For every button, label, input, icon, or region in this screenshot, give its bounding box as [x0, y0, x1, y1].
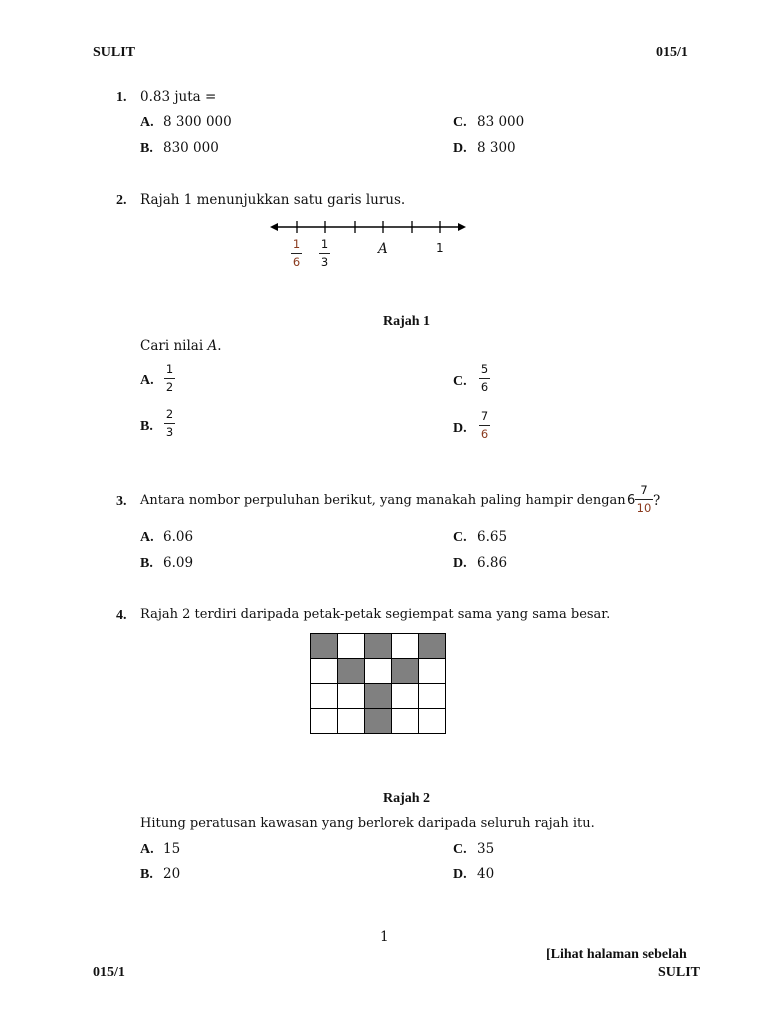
q1-number: 1.: [116, 90, 127, 105]
q2-option-d-letter: D.: [453, 421, 467, 436]
numberline-label-a: A: [378, 241, 388, 257]
fraction-denominator: 6: [480, 427, 489, 441]
q3-option-c-letter: C.: [453, 530, 467, 545]
grid-cell-blank: [392, 634, 419, 659]
q3-option-c-value: 6.65: [477, 529, 508, 545]
q1-option-b-value: 830 000: [163, 140, 219, 156]
fraction-numerator: 7: [640, 483, 648, 497]
q1-option-d-letter: D.: [453, 141, 467, 156]
q1-option-c-value: 83 000: [477, 114, 525, 130]
grid-cell-blank: [311, 684, 338, 709]
numberline-fraction-one-sixth: [291, 238, 302, 269]
shaded-grid-rajah-2: [310, 633, 446, 734]
q2-option-b-fraction: [164, 408, 175, 439]
fraction-denominator: 3: [165, 425, 174, 439]
fraction-denominator: 10: [636, 501, 652, 515]
numberline-fraction-one-third: [319, 238, 330, 269]
q1-text: 0.83 juta =: [140, 89, 217, 105]
grid-cell-shaded: [392, 659, 419, 684]
fraction-numerator: 5: [480, 362, 489, 376]
grid-cell-blank: [392, 709, 419, 734]
q3-text: Antara nombor perpuluhan berikut, yang manakah paling hampir dengan: [140, 493, 626, 508]
grid-row: [311, 659, 446, 684]
fraction-numerator: 1: [320, 237, 329, 251]
q2-option-d-fraction: [479, 410, 490, 441]
fraction-denominator: 3: [320, 255, 329, 269]
fraction-numerator: 7: [480, 409, 489, 423]
q2-prompt: Cari nilai A.: [140, 338, 222, 354]
q4-option-b-value: 20: [163, 866, 181, 882]
grid-cell-blank: [419, 659, 446, 684]
q1-option-a-letter: A.: [140, 115, 154, 130]
variable-a: A: [207, 338, 218, 354]
q2-option-c-fraction: [479, 363, 490, 394]
q1-option-b-letter: B.: [140, 141, 153, 156]
q3-option-d-value: 6.86: [477, 555, 508, 571]
q4-option-a-letter: A.: [140, 842, 154, 857]
grid-cell-blank: [419, 709, 446, 734]
header-left: SULIT: [93, 45, 136, 60]
q1-option-a-value: 8 300 000: [163, 114, 232, 130]
grid-cell-blank: [338, 709, 365, 734]
fraction-numerator: 1: [292, 237, 301, 251]
rajah-2-caption: Rajah 2: [383, 791, 431, 806]
q4-prompt: Hitung peratusan kawasan yang berlorek daripada seluruh rajah itu.: [140, 816, 595, 831]
q4-option-b-letter: B.: [140, 867, 153, 882]
q1-option-c-letter: C.: [453, 115, 467, 130]
grid-row: [311, 709, 446, 734]
rajah-1-caption: Rajah 1: [383, 314, 431, 329]
grid-cell-shaded: [311, 634, 338, 659]
fraction-numerator: 1: [165, 362, 174, 376]
q2-option-b-letter: B.: [140, 419, 153, 434]
q4-option-d-value: 40: [477, 866, 495, 882]
q1-option-d-value: 8 300: [477, 140, 516, 156]
q3-number: 3.: [116, 494, 127, 509]
grid-cell-blank: [311, 709, 338, 734]
page-number: 1: [380, 929, 389, 945]
header-right: 015/1: [656, 45, 688, 60]
footer-right: SULIT: [658, 965, 701, 980]
footer-left: 015/1: [93, 965, 125, 980]
q4-option-a-value: 15: [163, 841, 181, 857]
grid-row: [311, 634, 446, 659]
fraction-denominator: 6: [292, 255, 301, 269]
grid-cell-shaded: [365, 684, 392, 709]
q3-option-b-letter: B.: [140, 556, 153, 571]
q4-option-c-letter: C.: [453, 842, 467, 857]
fraction-denominator: 6: [480, 380, 489, 394]
q3-mixed-whole: 6: [627, 493, 636, 508]
grid-row: [311, 684, 446, 709]
q2-number: 2.: [116, 193, 127, 208]
q3-option-a-letter: A.: [140, 530, 154, 545]
grid-cell-shaded: [419, 634, 446, 659]
grid-cell-shaded: [365, 634, 392, 659]
grid-cell-blank: [392, 684, 419, 709]
q3-option-a-value: 6.06: [163, 529, 194, 545]
q3-option-b-value: 6.09: [163, 555, 194, 571]
grid-cell-blank: [419, 684, 446, 709]
number-line: [270, 215, 470, 239]
q3-option-d-letter: D.: [453, 556, 467, 571]
grid-cell-blank: [338, 634, 365, 659]
fraction-denominator: 2: [165, 380, 174, 394]
q4-option-c-value: 35: [477, 841, 495, 857]
q4-number: 4.: [116, 608, 127, 623]
q4-text: Rajah 2 terdiri daripada petak-petak segiempat sama yang sama besar.: [140, 607, 611, 622]
q3-mixed-fraction: [635, 484, 653, 515]
grid-cell-shaded: [365, 709, 392, 734]
grid-cell-blank: [338, 684, 365, 709]
q2-option-a-letter: A.: [140, 373, 154, 388]
grid-cell-shaded: [338, 659, 365, 684]
grid-cell-blank: [311, 659, 338, 684]
q2-text: Rajah 1 menunjukkan satu garis lurus.: [140, 192, 406, 208]
q2-option-a-fraction: [164, 363, 175, 394]
next-page-note: [Lihat halaman sebelah: [546, 947, 687, 962]
numberline-label-one: 1: [436, 241, 444, 255]
fraction-numerator: 2: [165, 407, 174, 421]
grid-cell-blank: [365, 659, 392, 684]
q2-option-c-letter: C.: [453, 374, 467, 389]
q3-question-mark: ?: [653, 493, 661, 509]
q4-option-d-letter: D.: [453, 867, 467, 882]
